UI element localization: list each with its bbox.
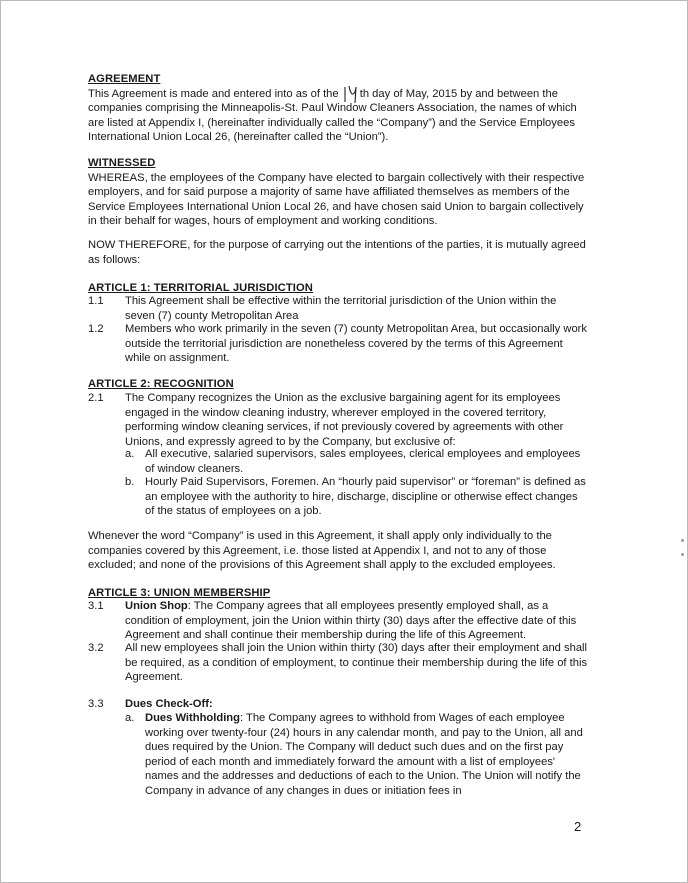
article2-item-2-1 — [88, 391, 588, 449]
item-number: 3.2 — [88, 642, 104, 654]
article2-heading-block — [88, 377, 588, 392]
sub-letter: b. — [125, 476, 135, 488]
article3-item-3-1 — [88, 599, 588, 643]
agreement-heading: AGREEMENT — [88, 73, 161, 85]
dues-withholding-label: Dues Withholding — [145, 712, 240, 724]
sub-text: All executive, salaried supervisors, sales employees, clerical employees and employees of window cleaners. — [145, 448, 581, 475]
page-number: 2 — [574, 819, 582, 834]
item-text — [125, 697, 588, 712]
sub-letter: a. — [125, 448, 135, 460]
scan-speck — [681, 553, 684, 556]
sub-text: Hourly Paid Supervisors, Foremen. An “hourly paid supervisor” or “foreman” is defined as an employee with the authority to hire, discharge, discipline or otherwise effect changes of the status of employees on a job. — [145, 476, 586, 518]
agreement-paragraph — [88, 87, 588, 145]
now-therefore-paragraph: NOW THEREFORE, for the purpose of carrying out the intentions of the parties, it is mutually agreed as follows: — [88, 239, 586, 266]
article3-item-3-3 — [88, 697, 588, 712]
scan-speck — [681, 539, 684, 542]
whenever-paragraph: Whenever the word “Company” is used in this Agreement, it shall apply only individually to the companies covered by this Agreement, i.e. those listed at Appendix I, and not to any of those excluded; and none of the provisions of this Agreement shall apply to the excluded employees. — [88, 530, 556, 572]
agreement-text-start: This Agreement is made and entered into as of the — [88, 87, 342, 100]
union-shop-label: Union Shop — [125, 600, 188, 612]
dues-checkoff-label: Dues Check-Off: — [125, 698, 213, 710]
dues-withholding-text: : The Company agrees to withhold from Wages of each employee working over twenty-four (24) hours in any calendar month, and pay to the Union, all and dues required by the Union. The Company will deduct such dues and on the first pay period of each month and immediately forward the amount with a list of employees' names and the addresses and deductions of each to the Union. The Union will notify the Company in advance of any changes in dues or initiation fees in — [145, 712, 583, 797]
sub-text — [145, 711, 588, 799]
article2-sub-a — [125, 447, 588, 476]
witnessed-section — [88, 156, 588, 229]
item-number: 3.3 — [88, 698, 104, 710]
agreement-text-end: th day of May, 2015 by and between the companies comprising the Minneapolis-St. Paul Window Cleaners Association, the names of which are listed at Appendix I, (hereinafter individually called the “Company”) and the Service Employees International Union Local 26, (hereinafter called the “Union”). — [88, 87, 577, 144]
article2-sub-b — [125, 475, 588, 519]
item-number: 1.2 — [88, 323, 104, 335]
item-number: 1.1 — [88, 295, 104, 307]
article1-item-1-1 — [88, 294, 588, 323]
witnessed-heading: WITNESSED — [88, 157, 156, 169]
article1-item-1-2 — [88, 322, 588, 366]
witnessed-paragraph: WHEREAS, the employees of the Company have elected to bargain collectively with their respective employers, and for said purpose a majority of same have affiliated themselves as members of the Service Employees International Union Local 26, and have chosen said Union to bargain collectively in their behalf for wages, hours of employment and working conditions. — [88, 171, 585, 228]
now-therefore-section — [88, 238, 588, 267]
article1-heading: ARTICLE 1: TERRITORIAL JURISDICTION — [88, 282, 313, 294]
item-text: The Company recognizes the Union as the exclusive bargaining agent for its employees engaged in the window cleaning industry, wherever employed in the covered territory, performing window cleaning services, if not previously covered by agreements with other Unions, and expressly agreed to by the Company, but exclusive of: — [125, 392, 564, 448]
article2-heading: ARTICLE 2: RECOGNITION — [88, 378, 234, 390]
article3-sub-a — [125, 711, 588, 799]
item-text — [125, 599, 588, 643]
item-text: All new employees shall join the Union within thirty (30) days after their employment and shall be required, as a condition of employment, to continue their membership during the life of this Agreement. — [125, 642, 588, 684]
article3-item-3-2 — [88, 641, 588, 685]
union-shop-text: : The Company agrees that all employees presently employed shall, as a condition of employment, join the Union within thirty (30) days after the effective date of this Agreement and shall continue their membership during the life of this Agreement. — [125, 600, 577, 642]
item-number: 3.1 — [88, 600, 104, 612]
agreement-section — [88, 72, 588, 145]
item-text: Members who work primarily in the seven (7) county Metropolitan Area, but occasionally work outside the territorial jurisdiction are nonetheless covered by the terms of this Agreement while on assignment. — [125, 323, 587, 365]
item-number: 2.1 — [88, 392, 104, 404]
sub-letter: a. — [125, 712, 135, 724]
whenever-section — [88, 529, 588, 573]
item-text: This Agreement shall be effective within the territorial jurisdiction of the Union within the seven (7) county Metropolitan Area — [125, 295, 557, 322]
article3-heading: ARTICLE 3: UNION MEMBERSHIP — [88, 587, 271, 599]
